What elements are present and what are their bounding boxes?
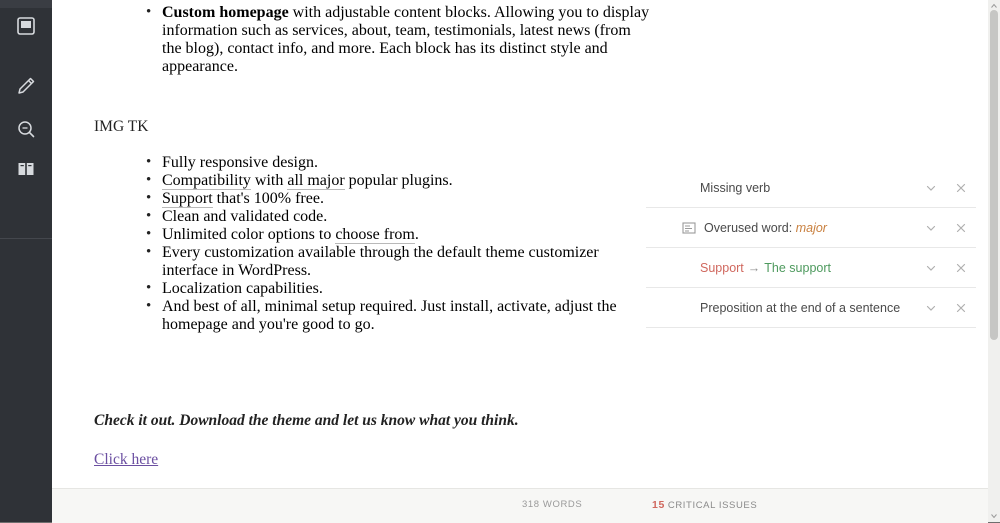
card-actions (924, 181, 976, 195)
list-item-text: with (250, 172, 288, 189)
left-icon-rail (0, 0, 52, 522)
chevron-down-icon[interactable] (924, 301, 938, 315)
flagged-word-all-major[interactable]: all major (287, 172, 345, 189)
chevron-down-icon[interactable] (924, 261, 938, 275)
chevron-down-icon[interactable] (924, 221, 938, 235)
list-item (162, 298, 652, 334)
list-item-text: Unlimited color options to (162, 226, 336, 243)
critical-issues[interactable] (652, 499, 757, 511)
closing-paragraph: Check it out. Download the theme and let us know what you think. (94, 412, 519, 429)
status-bar (52, 488, 988, 523)
suggestion-card-missing-verb[interactable] (646, 168, 976, 208)
critical-issues-count: 15 (652, 499, 665, 511)
list-item (162, 172, 652, 190)
close-icon[interactable] (954, 181, 968, 195)
image-placeholder-text: IMG TK (94, 118, 149, 135)
vertical-scrollbar[interactable] (988, 0, 1000, 522)
replacement-new-word: The support (764, 260, 831, 275)
suggestion-text (700, 221, 924, 235)
list-item (162, 226, 652, 244)
card-actions (924, 261, 976, 275)
close-icon[interactable] (954, 221, 968, 235)
critical-issues-label: CRITICAL ISSUES (667, 500, 758, 511)
suggestion-text: Preposition at the end of a sentence (700, 300, 901, 315)
list-item-text: . (414, 226, 419, 243)
arrow-icon: → (747, 260, 761, 275)
list-item (162, 190, 652, 208)
book-icon[interactable] (10, 153, 42, 185)
list-item (162, 280, 652, 298)
suggestion-text-emphasis: major (795, 220, 827, 235)
flagged-phrase-choose-from[interactable]: choose from (335, 226, 415, 243)
list-item-text: Localization capabilities. (162, 280, 323, 297)
pen-icon[interactable] (10, 70, 42, 102)
suggestion-card-list (646, 168, 976, 328)
close-icon[interactable] (954, 301, 968, 315)
list-item-text: Fully responsive design. (162, 154, 318, 171)
search-icon[interactable] (10, 113, 42, 145)
list-item (162, 208, 652, 226)
list-item-text: popular plugins. (344, 172, 453, 189)
card-actions (924, 221, 976, 235)
scrollbar-thumb[interactable] (990, 10, 998, 340)
rail-top-tab (0, 0, 52, 8)
suggestion-text: Missing verb (700, 180, 771, 195)
click-here-link[interactable]: Click here (94, 451, 159, 468)
list-item (162, 154, 652, 172)
close-icon[interactable] (954, 261, 968, 275)
list-item-bold-label: Custom homepage (162, 4, 289, 21)
scroll-down-icon[interactable] (988, 510, 1000, 522)
document-page (52, 0, 988, 522)
suggestion-card-overused-word[interactable] (646, 208, 976, 248)
feature-list-primary (130, 4, 652, 76)
card-actions (924, 301, 976, 315)
list-item (162, 244, 652, 280)
thesaurus-icon (678, 221, 700, 235)
list-item-text: Clean and validated code. (162, 208, 328, 225)
chevron-down-icon[interactable] (924, 181, 938, 195)
list-item-text: Every customization available through the default theme customizer interface in WordPress. (162, 244, 599, 279)
flagged-word-compatibility[interactable]: Compatibility (162, 172, 251, 189)
feature-list-secondary (130, 154, 652, 334)
word-count: 318 WORDS (522, 499, 583, 510)
flagged-word-support[interactable]: Support (162, 190, 213, 207)
list-item (162, 4, 652, 76)
suggestion-card-support-replacement[interactable] (646, 248, 976, 288)
suggestion-text-prefix: Overused word: (704, 220, 796, 235)
list-item-text: with adjustable content blocks. Allowing you to display information such as services, about, team, testimonials, latest news (from the blog), contact info, and more. Each block has its distinct style and appearance. (162, 4, 650, 75)
suggestion-text (646, 261, 924, 275)
document-icon[interactable] (10, 10, 42, 42)
list-item-text: that's 100% free. (212, 190, 324, 207)
replacement-old-word: Support (700, 260, 744, 275)
list-item-text: And best of all, minimal setup required. Just install, activate, adjust the homepage and you're good to go. (162, 298, 617, 333)
suggestion-card-preposition-end[interactable] (646, 288, 976, 328)
rail-divider (0, 238, 52, 239)
